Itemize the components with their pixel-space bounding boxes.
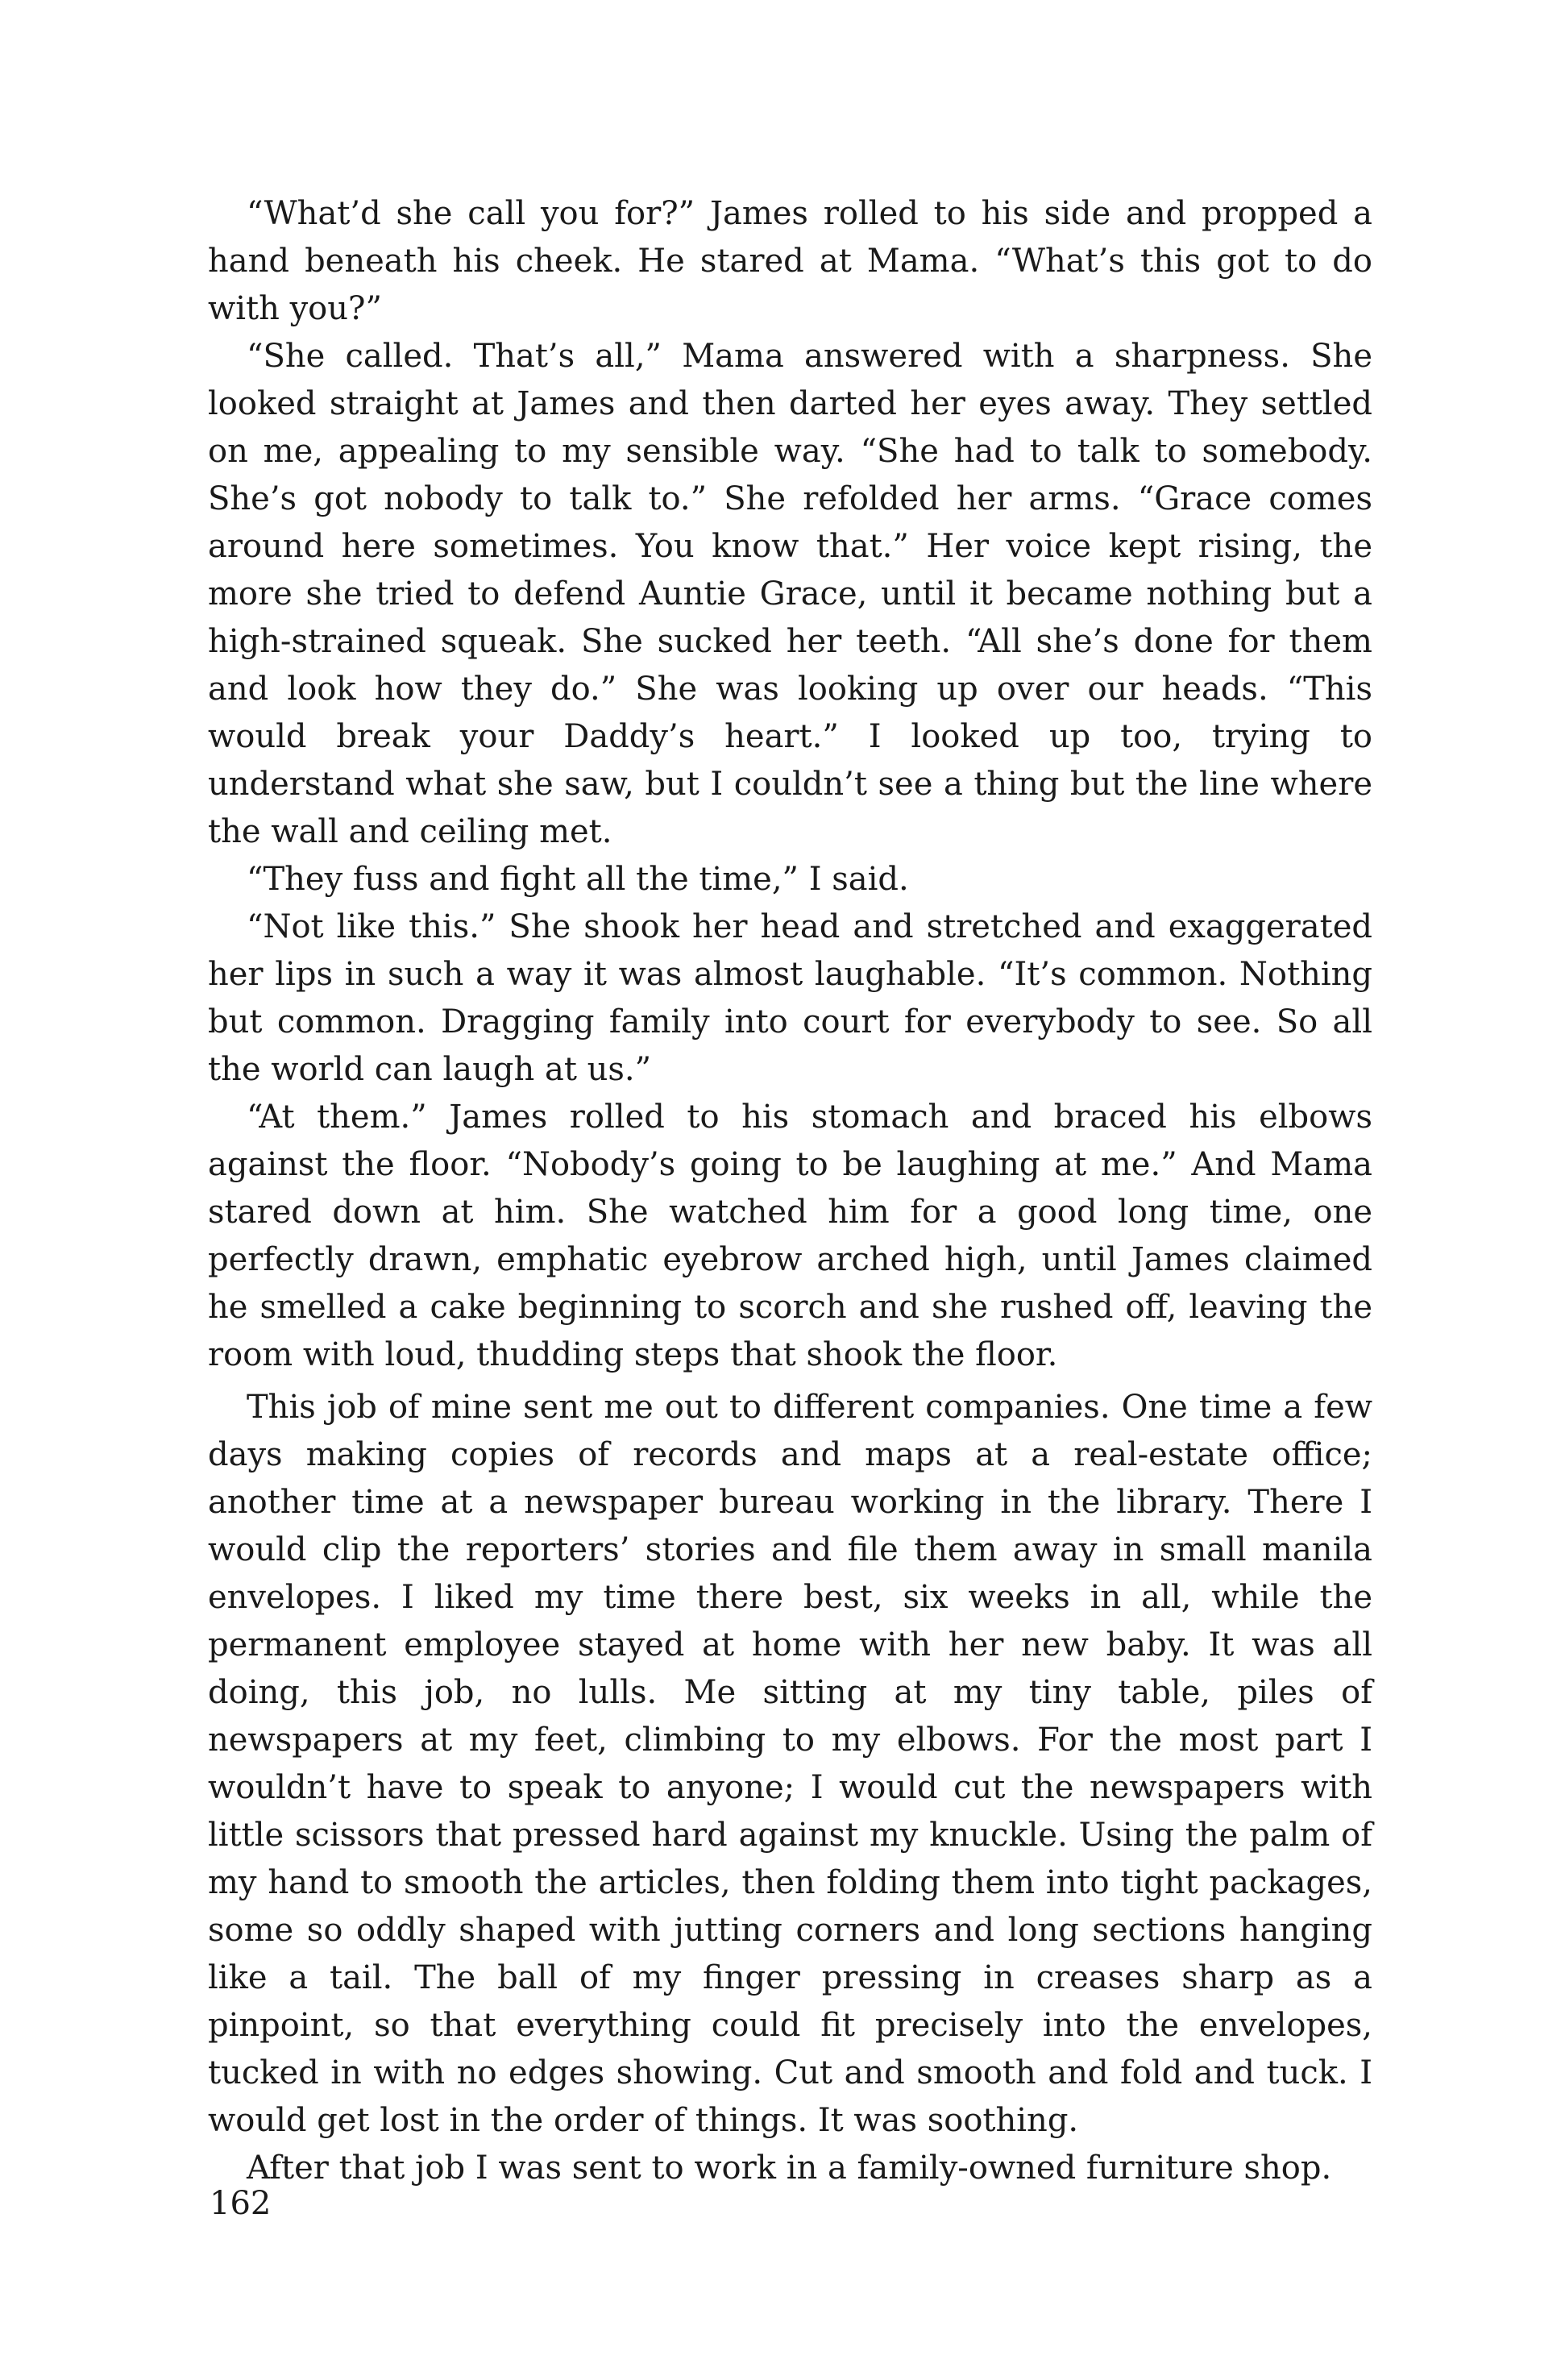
paragraph: “She called. That’s all,” Mama answered with a sharpness. She looked straight at James and then darted her eyes away. They settled on me, appealing to my sensible way. “She had to talk to somebody. She’s got nobody to talk to.” She refolded her arms. “Grace comes around here sometimes. You know that.” Her voice kept rising, the more she tried to defend Auntie Grace, until it became nothing but a high-strained squeak. She sucked her teeth. “All she’s done for them and look how they do.” She was looking up over our heads. “This would break your Daddy’s heart.” I looked up too, trying to understand what she saw, but I couldn’t see a thing but the line where the wall and ceiling met. (208, 338, 1372, 850)
text-section-1 (208, 190, 1372, 1379)
page-number: 162 (210, 2185, 272, 2222)
paragraph: “They fuss and fight all the time,” I said. (247, 861, 909, 898)
text-section-2 (208, 1384, 1372, 2192)
paragraph: “What’d she call you for?” James rolled to his side and propped a hand beneath his cheek. He stared at Mama. “What’s this got to do with you?” (208, 195, 1372, 327)
paragraph: “At them.” James rolled to his stomach and braced his elbows against the floor. “Nobody’s going to be laughing at me.” And Mama stared down at him. She watched him for a good long time, one perfectly drawn, emphatic eyebrow arched high, until James claimed he smelled a cake beginning to scorch and she rushed off, leaving the room with loud, thudding steps that shook the floor. (208, 1099, 1372, 1373)
paragraph: After that job I was sent to work in a family-owned furniture shop. (247, 2149, 1332, 2187)
paragraph: This job of mine sent me out to different companies. One time a few days making copies of records and maps at a real-estate office; another time at a newspaper bureau working in the library. There I would clip the reporters’ stories and file them away in small manila envelopes. I liked my time there best, six weeks in all, while the permanent employee stayed at home with her new baby. It was all doing, this job, no lulls. Me sitting at my tiny table, piles of newspapers at my feet, climbing to my elbows. For the most part I wouldn’t have to speak to anyone; I would cut the newspapers with little scissors that pressed hard against my knuckle. Using the palm of my hand to smooth the articles, then folding them into tight packages, some so oddly shaped with jutting corners and long sections hanging like a tail. The ball of my finger pressing in creases sharp as a pinpoint, so that everything could fit precisely into the envelopes, tucked in with no edges showing. Cut and smooth and fold and tuck. I would get lost in the order of things. It was soothing. (208, 1389, 1372, 2139)
paragraph: “Not like this.” She shook her head and stretched and exaggerated her lips in such a way it was almost laughable. “It’s common. Nothing but common. Dragging family into court for everybody to see. So all the world can laugh at us.” (208, 908, 1372, 1088)
